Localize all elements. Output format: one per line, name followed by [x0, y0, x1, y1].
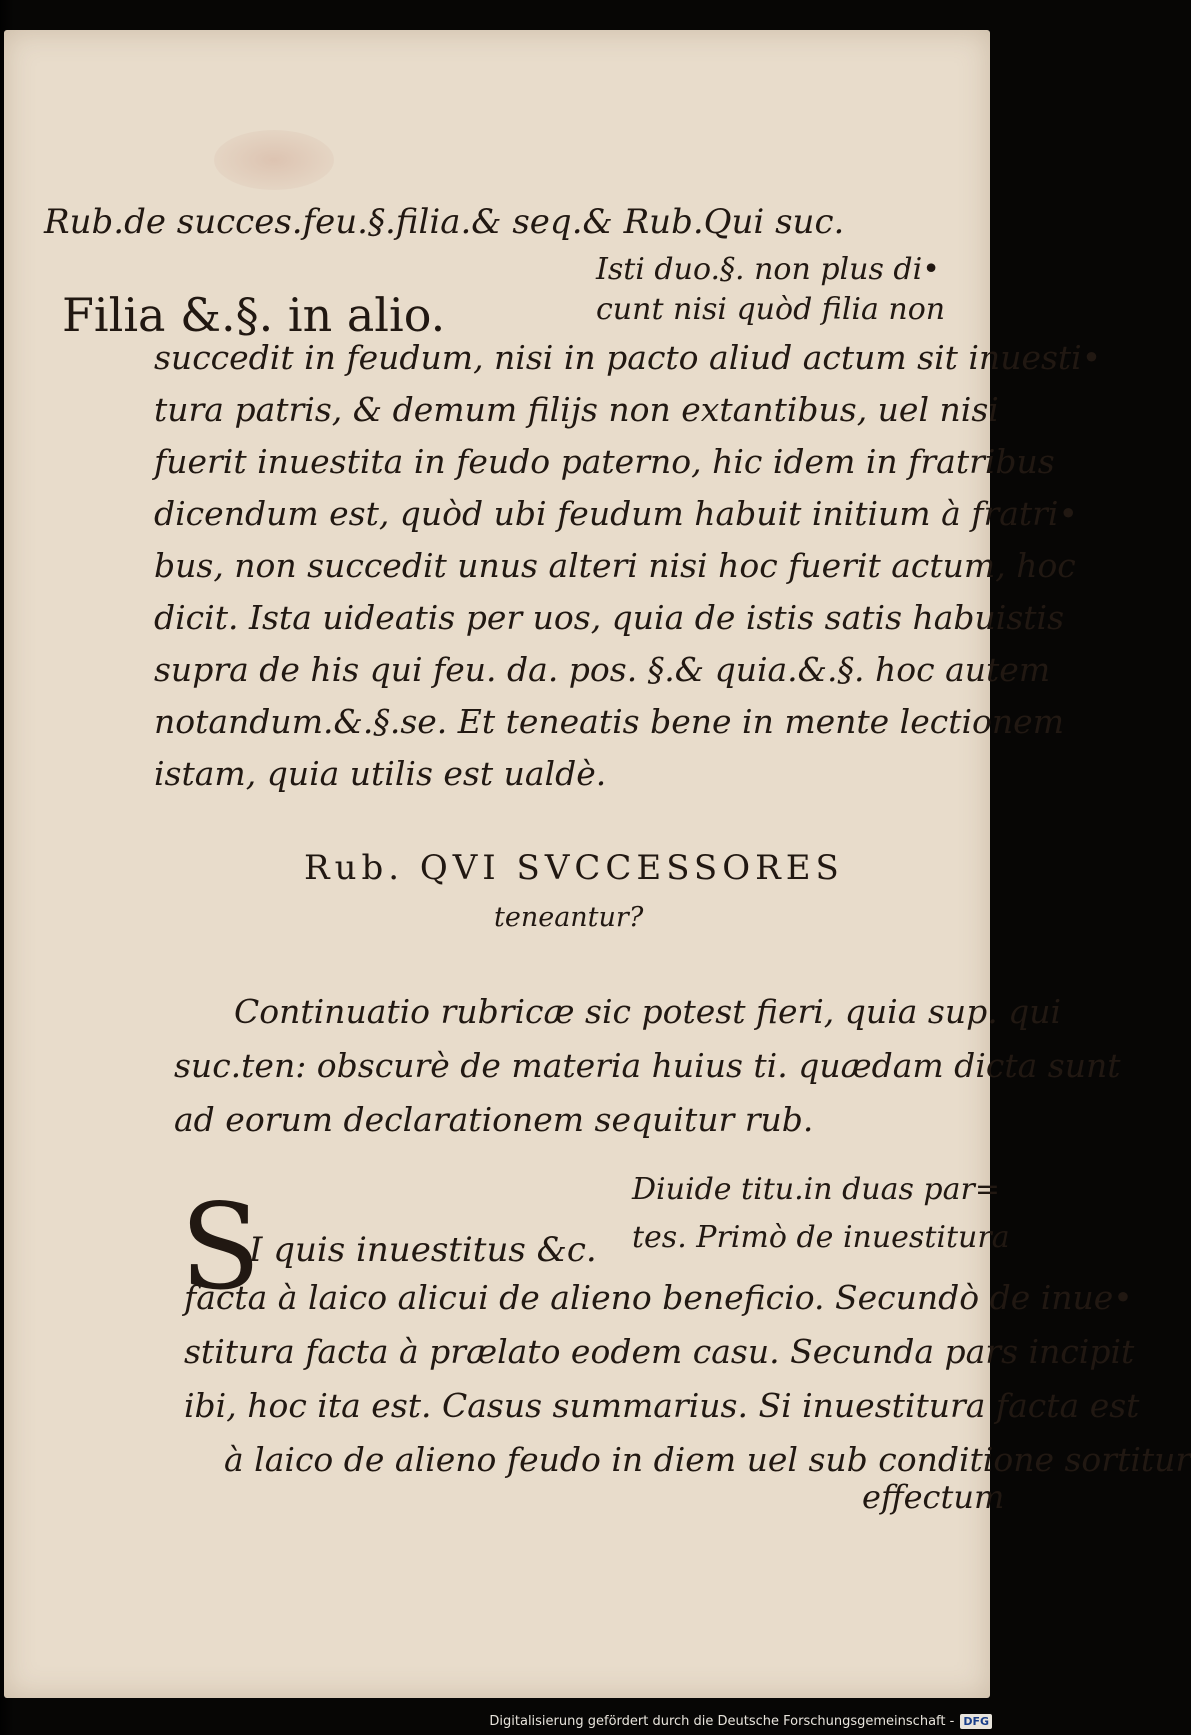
text-line: notandum.&.§.se. Et teneatis bene in mente lectionem [154, 702, 1064, 741]
text-line: ad eorum declarationem sequitur rub. [174, 1100, 814, 1139]
diuide-line: Diuide titu.in duas par= [632, 1172, 1000, 1207]
text-line: fuerit inuestita in feudo paterno, hic idem in fratribus [154, 442, 1055, 481]
text-line: facta à laico alicui de alieno beneficio. Secundò de inue• [184, 1278, 1133, 1317]
text-line: à laico de alieno feudo in diem uel sub conditione sortitur [224, 1440, 1191, 1479]
section-title: Rub. QVI SVCCESSORES [304, 848, 844, 888]
dfg-logo: DFG [960, 1714, 992, 1729]
text-line: istam, quia utilis est ualdè. [154, 754, 607, 793]
digitization-credit [489, 1711, 992, 1731]
text-line: dicendum est, quòd ubi feudum habuit initium à fratri• [154, 494, 1078, 533]
filia-side-line: cunt nisi quòd filia non [596, 292, 946, 327]
catchword: effectum [862, 1478, 1005, 1516]
filia-side-line: Isti duo.§. non plus di• [596, 252, 940, 287]
text-line: supra de his qui feu. da. pos. §.& quia.&.§. hoc autem [154, 650, 1051, 689]
si-quis-heading: I quis inuestitus &c. [249, 1230, 597, 1270]
text-line: succedit in feudum, nisi in pacto aliud actum sit inuesti• [154, 338, 1102, 377]
filia-heading: Filia &.§. in alio. [62, 288, 446, 342]
text-line: stitura facta à prælato eodem casu. Secunda pars incipit [184, 1332, 1135, 1371]
header-rubric: Rub.de succes.feu.§.filia.& seq.& Rub.Qui suc. [44, 202, 845, 242]
text-line: suc.ten: obscurè de materia huius ti. quædam dicta sunt [174, 1046, 1121, 1085]
text-line: bus, non succedit unus alteri nisi hoc fuerit actum, hoc [154, 546, 1076, 585]
text-line: dicit. Ista uideatis per uos, quia de istis satis habuistis [154, 598, 1065, 637]
diuide-line: tes. Primò de inuestitura [632, 1220, 1010, 1255]
text-line: ibi, hoc ita est. Casus summarius. Si inuestitura facta est [184, 1386, 1140, 1425]
drop-cap-letter: S [180, 1178, 261, 1316]
credit-text: Digitalisierung gefördert durch die Deutsche Forschungsgemeinschaft - [489, 1713, 955, 1729]
text-line: tura patris, & demum filijs non extantibus, uel nisi [154, 390, 999, 429]
text-line: Continuatio rubricæ sic potest fieri, quia sup. qui [234, 992, 1062, 1031]
paper-stain [214, 130, 334, 190]
section-subtitle: teneantur? [494, 902, 644, 933]
book-page [4, 30, 1191, 1698]
